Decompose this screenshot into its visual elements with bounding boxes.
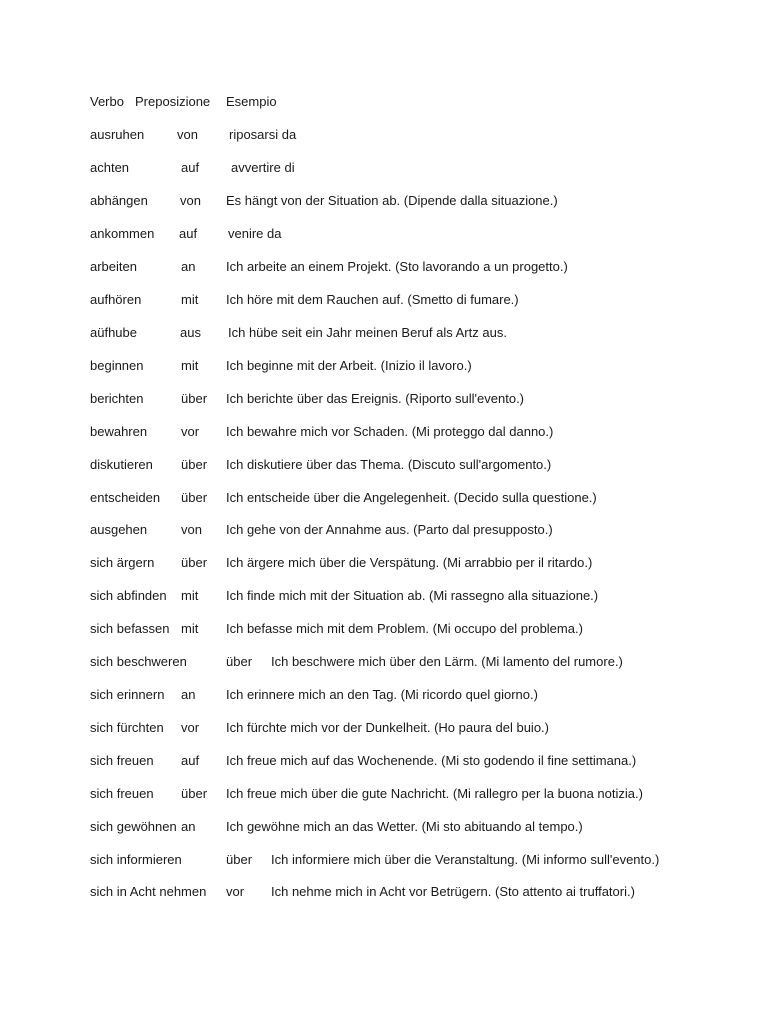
table-row bbox=[0, 653, 768, 671]
table-row bbox=[0, 390, 768, 408]
verb-cell: sich gewöhnen bbox=[90, 819, 177, 834]
table-row bbox=[0, 785, 768, 803]
verb-cell: sich in Acht nehmen bbox=[90, 884, 207, 899]
verb-cell: ausruhen bbox=[90, 127, 145, 142]
table-row bbox=[0, 192, 768, 210]
verb-cell: entscheiden bbox=[90, 490, 161, 505]
example-cell: Ich bewahre mich vor Schaden. (Mi proteggo dal danno.) bbox=[226, 424, 554, 439]
table-row bbox=[0, 159, 768, 177]
example-cell: Ich beginne mit der Arbeit. (Inizio il lavoro.) bbox=[226, 358, 472, 373]
verb-cell: aüfhube bbox=[90, 325, 137, 340]
preposition-cell: über bbox=[181, 490, 208, 505]
verb-cell: berichten bbox=[90, 391, 144, 406]
preposition-cell: auf bbox=[179, 226, 198, 241]
verb-cell: sich beschweren bbox=[90, 654, 187, 669]
example-cell: Es hängt von der Situation ab. (Dipende dalla situazione.) bbox=[226, 193, 558, 208]
table-row bbox=[0, 818, 768, 836]
verb-cell: sich informieren bbox=[90, 852, 182, 867]
table-row bbox=[0, 456, 768, 474]
preposition-cell: mit bbox=[181, 588, 199, 603]
header-preposition: Preposizione bbox=[135, 94, 211, 109]
verb-cell: ausgehen bbox=[90, 522, 148, 537]
preposition-cell: über bbox=[226, 654, 253, 669]
preposition-cell: über bbox=[226, 852, 253, 867]
example-cell: Ich arbeite an einem Projekt. (Sto lavorando a un progetto.) bbox=[226, 259, 568, 274]
table-row bbox=[0, 126, 768, 144]
table-row bbox=[0, 225, 768, 243]
example-cell: Ich freue mich auf das Wochenende. (Mi sto godendo il fine settimana.) bbox=[226, 753, 637, 768]
verb-cell: achten bbox=[90, 160, 130, 175]
verb-cell: abhängen bbox=[90, 193, 148, 208]
preposition-cell: über bbox=[181, 786, 208, 801]
table-row bbox=[0, 587, 768, 605]
preposition-cell: über bbox=[181, 457, 208, 472]
example-cell: Ich nehme mich in Acht vor Betrügern. (Sto attento ai truffatori.) bbox=[271, 884, 635, 899]
preposition-cell: mit bbox=[181, 292, 199, 307]
preposition-cell: vor bbox=[181, 424, 200, 439]
preposition-cell: von bbox=[177, 127, 198, 142]
example-cell: Ich fürchte mich vor der Dunkelheit. (Ho paura del buio.) bbox=[226, 720, 549, 735]
verb-cell: ankommen bbox=[90, 226, 155, 241]
example-cell: venire da bbox=[228, 226, 282, 241]
preposition-cell: über bbox=[181, 555, 208, 570]
example-cell: Ich diskutiere über das Thema. (Discuto sull'argomento.) bbox=[226, 457, 552, 472]
table-row bbox=[0, 686, 768, 704]
table-row bbox=[0, 357, 768, 375]
example-cell: Ich informiere mich über die Veranstaltung. (Mi informo sull'evento.) bbox=[271, 852, 660, 867]
verb-cell: sich abfinden bbox=[90, 588, 167, 603]
table-row bbox=[0, 620, 768, 638]
example-cell: riposarsi da bbox=[229, 127, 297, 142]
example-cell: Ich entscheide über die Angelegenheit. (Decido sulla questione.) bbox=[226, 490, 597, 505]
preposition-cell: an bbox=[181, 687, 196, 702]
verb-cell: sich freuen bbox=[90, 786, 154, 801]
verb-cell: sich befassen bbox=[90, 621, 170, 636]
table-row bbox=[0, 883, 768, 901]
example-cell: Ich befasse mich mit dem Problem. (Mi occupo del problema.) bbox=[226, 621, 583, 636]
table-row bbox=[0, 258, 768, 276]
example-cell: Ich gewöhne mich an das Wetter. (Mi sto abituando al tempo.) bbox=[226, 819, 583, 834]
table-row bbox=[0, 719, 768, 737]
header-row bbox=[0, 93, 768, 111]
preposition-cell: an bbox=[181, 259, 196, 274]
header-example: Esempio bbox=[226, 94, 277, 109]
table-row bbox=[0, 291, 768, 309]
preposition-cell: von bbox=[180, 193, 201, 208]
table-row bbox=[0, 752, 768, 770]
preposition-cell: auf bbox=[181, 160, 200, 175]
verb-cell: aufhören bbox=[90, 292, 142, 307]
table-row bbox=[0, 521, 768, 539]
table-row bbox=[0, 423, 768, 441]
verb-cell: sich fürchten bbox=[90, 720, 164, 735]
example-cell: Ich beschwere mich über den Lärm. (Mi lamento del rumore.) bbox=[271, 654, 623, 669]
preposition-cell: mit bbox=[181, 358, 199, 373]
example-cell: Ich ärgere mich über die Verspätung. (Mi arrabbio per il ritardo.) bbox=[226, 555, 593, 570]
preposition-cell: vor bbox=[226, 884, 245, 899]
verb-cell: sich freuen bbox=[90, 753, 154, 768]
preposition-cell: aus bbox=[180, 325, 201, 340]
example-cell: Ich gehe von der Annahme aus. (Parto dal presupposto.) bbox=[226, 522, 553, 537]
example-cell: Ich erinnere mich an den Tag. (Mi ricordo quel giorno.) bbox=[226, 687, 538, 702]
verb-cell: beginnen bbox=[90, 358, 144, 373]
table-row bbox=[0, 324, 768, 342]
example-cell: Ich höre mit dem Rauchen auf. (Smetto di fumare.) bbox=[226, 292, 519, 307]
example-cell: avvertire di bbox=[231, 160, 295, 175]
preposition-cell: über bbox=[181, 391, 208, 406]
header-verb: Verbo bbox=[90, 94, 124, 109]
preposition-cell: mit bbox=[181, 621, 199, 636]
verb-cell: sich erinnern bbox=[90, 687, 165, 702]
example-cell: Ich freue mich über die gute Nachricht. (Mi rallegro per la buona notizia.) bbox=[226, 786, 643, 801]
verb-cell: diskutieren bbox=[90, 457, 153, 472]
table-row bbox=[0, 554, 768, 572]
preposition-cell: vor bbox=[181, 720, 200, 735]
table-row bbox=[0, 489, 768, 507]
table-row bbox=[0, 851, 768, 869]
example-cell: Ich berichte über das Ereignis. (Riporto sull'evento.) bbox=[226, 391, 525, 406]
preposition-cell: auf bbox=[181, 753, 200, 768]
verb-cell: sich ärgern bbox=[90, 555, 155, 570]
example-cell: Ich finde mich mit der Situation ab. (Mi rassegno alla situazione.) bbox=[226, 588, 599, 603]
preposition-cell: von bbox=[181, 522, 202, 537]
preposition-cell: an bbox=[181, 819, 196, 834]
verb-cell: arbeiten bbox=[90, 259, 137, 274]
verb-cell: bewahren bbox=[90, 424, 148, 439]
example-cell: Ich hübe seit ein Jahr meinen Beruf als Artz aus. bbox=[228, 325, 507, 340]
